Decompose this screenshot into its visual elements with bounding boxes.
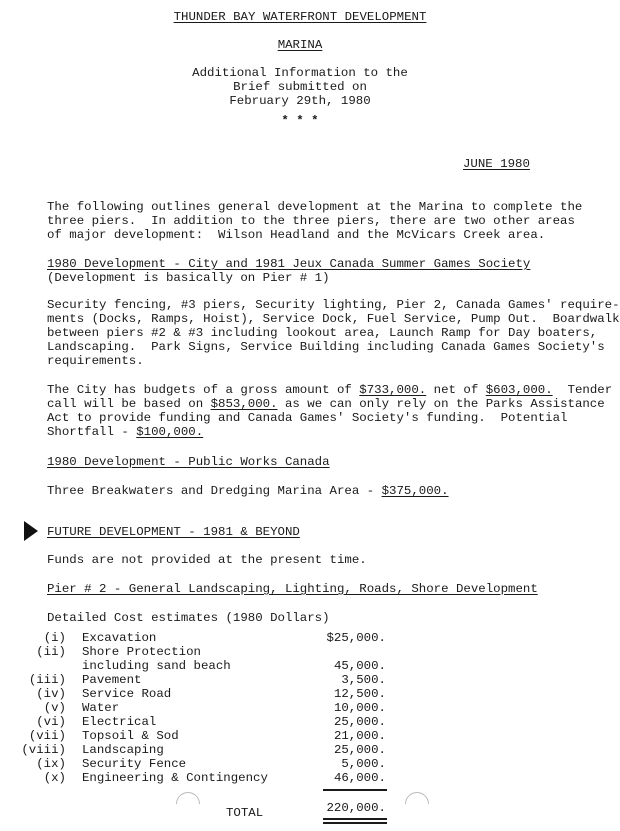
- separator-stars: * * *: [281, 114, 319, 128]
- item-label: Topsoil & Sod: [82, 729, 179, 743]
- item-amount: 25,000.: [333, 715, 386, 729]
- document-title: THUNDER BAY WATERFRONT DEVELOPMENT: [173, 10, 427, 24]
- budget-line: call will be based on $853,000. as we can only rely on the Parks Assistance: [47, 397, 605, 411]
- item-label: including sand beach: [82, 659, 231, 673]
- section-heading-public-works: 1980 Development - Public Works Canada: [47, 455, 330, 469]
- item-amount: 10,000.: [333, 701, 386, 715]
- intro-line: of major development: Wilson Headland and the McVicars Creek area.: [47, 228, 546, 242]
- item-amount: 12,500.: [333, 687, 386, 701]
- total-amount: 220,000.: [326, 801, 386, 815]
- cost-estimates-heading: Detailed Cost estimates (1980 Dollars): [47, 611, 330, 625]
- budget-line: Shortfall - $100,000.: [47, 425, 204, 439]
- section-heading-pier2: Pier # 2 - General Landscaping, Lighting, Roads, Shore Development: [47, 582, 538, 596]
- total-double-rule-top: [323, 818, 387, 820]
- sum-rule: [323, 789, 387, 791]
- item-amount: 25,000.: [333, 743, 386, 757]
- arrow-marker-icon: [24, 521, 38, 541]
- document-subtitle: MARINA: [277, 38, 323, 52]
- document-date: JUNE 1980: [463, 157, 530, 171]
- item-label: Electrical: [82, 715, 157, 729]
- paragraph-line: ments (Docks, Ramps, Hoist), Service Dock, Fuel Service, Pump Out. Boardwalk: [47, 312, 620, 326]
- item-number: (ii): [36, 645, 66, 659]
- paragraph-line: between piers #2 & #3 including lookout area, Launch Ramp for Day boaters,: [47, 326, 598, 340]
- gross-amount: $733,000.: [359, 383, 427, 397]
- item-amount: 45,000.: [333, 659, 386, 673]
- intro-line: three piers. In addition to the three piers, there are two other areas: [47, 214, 575, 228]
- funds-note: Funds are not provided at the present time.: [47, 553, 367, 567]
- item-number: (ix): [36, 757, 66, 771]
- item-label: Security Fence: [82, 757, 187, 771]
- paragraph-line: Landscaping. Park Signs, Service Building including Canada Games Society's: [47, 340, 605, 354]
- tender-amount: $853,000.: [210, 397, 278, 411]
- budget-line: Act to provide funding and Canada Games' Society's funding. Potential: [47, 411, 568, 425]
- item-label: Engineering & Contingency: [82, 771, 268, 785]
- info-line-3: February 29th, 1980: [229, 94, 371, 108]
- item-label: Pavement: [82, 673, 142, 687]
- item-label: Service Road: [82, 687, 172, 701]
- punch-hole-mark: [400, 787, 434, 821]
- breakwaters-line: Three Breakwaters and Dredging Marina Area - $375,000.: [47, 484, 449, 498]
- net-amount: $603,000.: [485, 383, 553, 397]
- item-label: Landscaping: [82, 743, 164, 757]
- item-number: (iii): [28, 673, 66, 687]
- info-line-2: Brief submitted on: [233, 80, 367, 94]
- paragraph-line: requirements.: [47, 354, 144, 368]
- budget-line: The City has budgets of a gross amount of $733,000. net of $603,000. Tender: [47, 383, 613, 397]
- item-number: (viii): [21, 743, 66, 757]
- punch-hole-mark: [171, 787, 205, 821]
- item-amount: 5,000.: [341, 757, 386, 771]
- item-number: (vii): [28, 729, 66, 743]
- item-number: (v): [43, 701, 66, 715]
- item-amount: 21,000.: [333, 729, 386, 743]
- item-number: (iv): [36, 687, 66, 701]
- item-number: (vi): [36, 715, 66, 729]
- item-amount: 3,500.: [341, 673, 386, 687]
- section-note: (Development is basically on Pier # 1): [47, 271, 330, 285]
- breakwaters-amount: $375,000.: [381, 484, 449, 498]
- info-line-1: Additional Information to the: [192, 66, 408, 80]
- intro-line: The following outlines general development at the Marina to complete the: [47, 200, 583, 214]
- item-label: Excavation: [82, 631, 157, 645]
- item-number: (i): [43, 631, 66, 645]
- paragraph-line: Security fencing, #3 piers, Security lighting, Pier 2, Canada Games' require-: [47, 298, 620, 312]
- section-heading-future: FUTURE DEVELOPMENT - 1981 & BEYOND: [47, 525, 300, 539]
- item-label: Shore Protection: [82, 645, 201, 659]
- total-label: TOTAL: [226, 806, 264, 820]
- item-label: Water: [82, 701, 120, 715]
- item-amount: $25,000.: [326, 631, 386, 645]
- item-number: (x): [43, 771, 66, 785]
- total-double-rule-bottom: [323, 822, 387, 824]
- item-amount: 46,000.: [333, 771, 386, 785]
- shortfall-amount: $100,000.: [136, 425, 204, 439]
- section-heading-city: 1980 Development - City and 1981 Jeux Canada Summer Games Society: [47, 257, 531, 271]
